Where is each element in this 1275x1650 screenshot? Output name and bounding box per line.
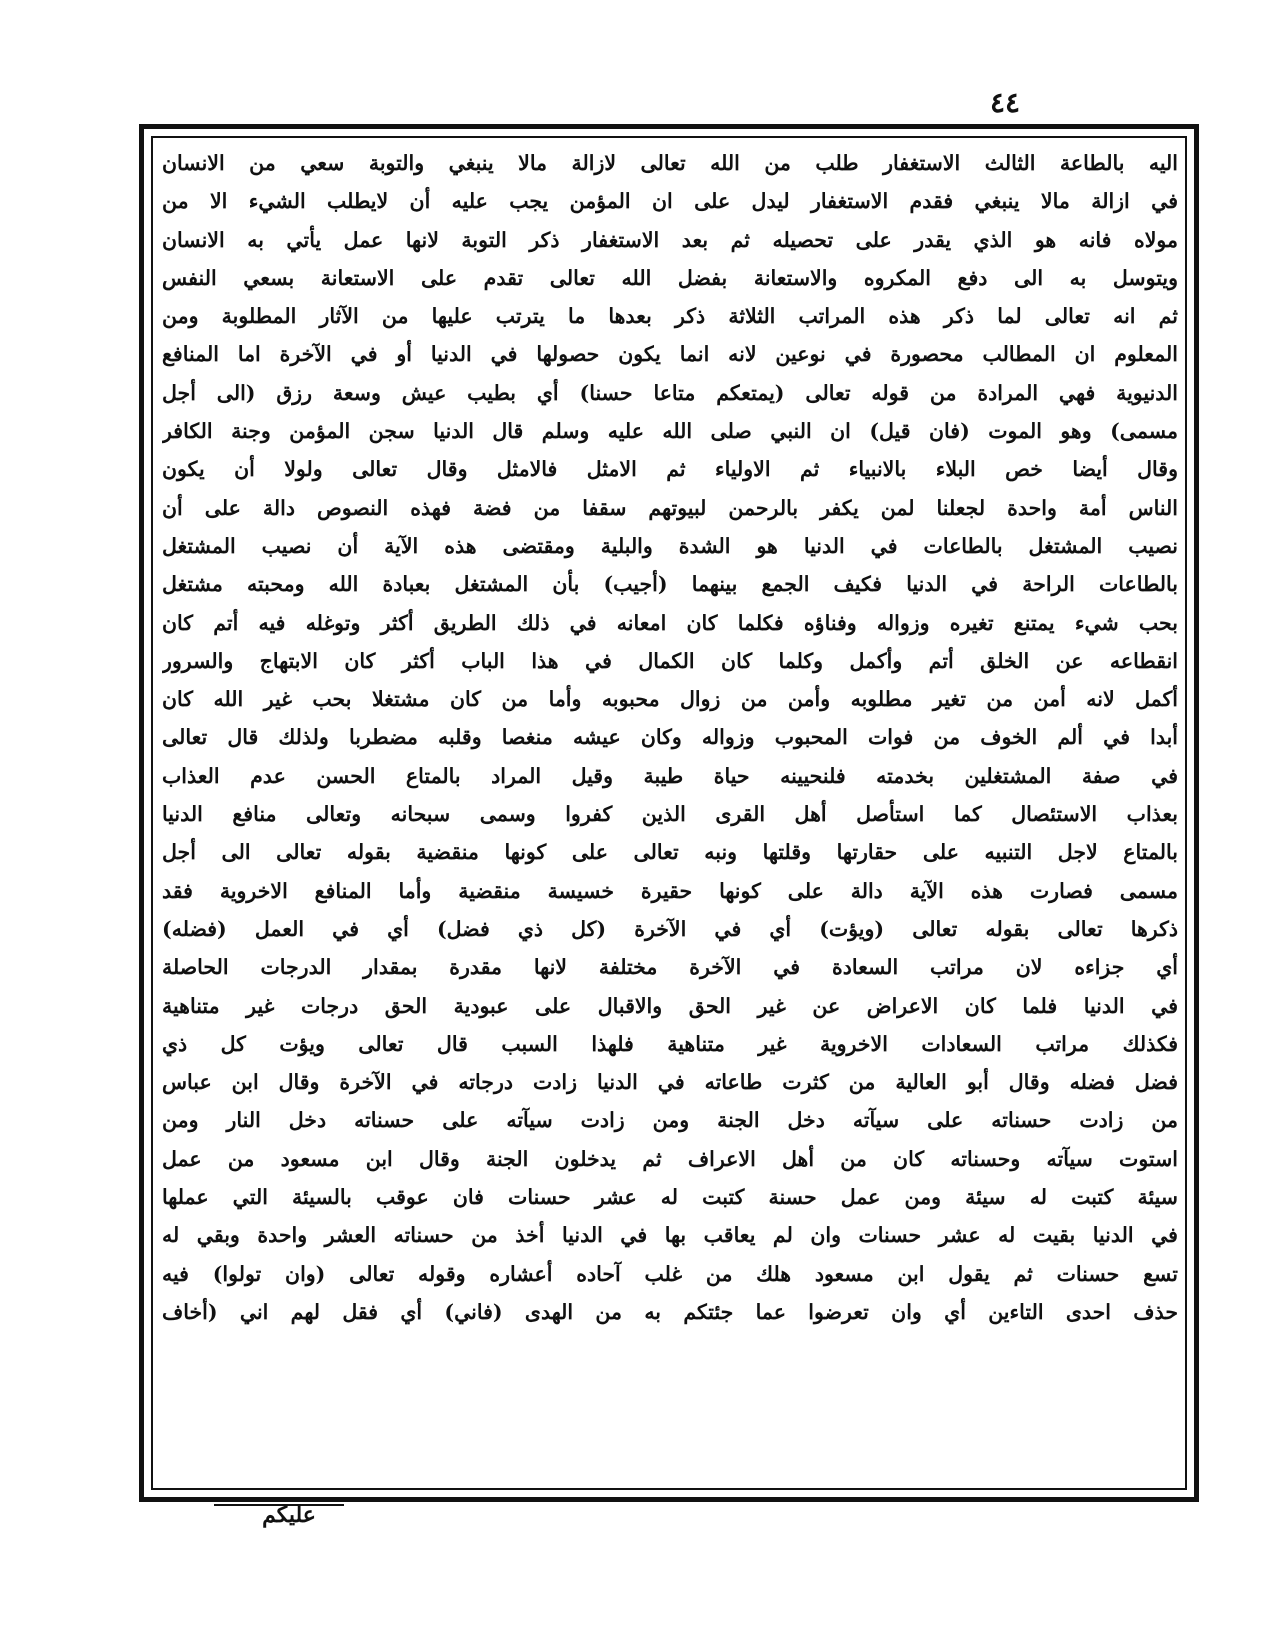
text-line: ويتوسل به الى دفع المكروه والاستعانة بفضل الله تعالى تقدم على الاستعانة بسعي النفس	[162, 265, 1178, 290]
text-line: بالمتاع لاجل التنبيه على حقارتها وقلتها ونبه تعالى على كونها منقضية بقوله تعالى الى أجل	[162, 840, 1178, 865]
text-line: اليه بالطاعة الثالث الاستغفار طلب من الله تعالى لازالة مالا ينبغي والتوبة سعي من الانسان	[162, 151, 1178, 175]
page-number: ٤٤	[989, 86, 1021, 119]
text-line: حذف احدى التاءين أي وان تعرضوا عما جئتكم به من الهدى (فاني) أي فقل لهم اني (أخاف	[162, 1299, 1178, 1324]
text-line: بحب شيء يمتنع تغيره وزواله وفناؤه فكلما كان امعانه في ذلك الطريق أكثر وتوغله فيه أتم كان	[162, 610, 1178, 635]
text-line: في الدنيا فلما كان الاعراض عن غير الحق والاقبال على عبودية الحق درجات غير متناهية	[162, 993, 1178, 1018]
text-line: مسمى فصارت هذه الآية دالة على كونها حقيرة خسيسة منقضية وأما المنافع الاخروية فقد	[162, 878, 1178, 903]
catchword: عليكم	[262, 1502, 316, 1528]
text-line: فضل فضله وقال أبو العالية من كثرت طاعاته في الدنيا زادت درجاته في الآخرة وقال ابن عباس	[162, 1070, 1178, 1095]
text-line: الدنيوية فهي المرادة من قوله تعالى (يمتعكم متاعا حسنا) أي بطيب عيش وسعة رزق (الى أجل	[162, 380, 1178, 405]
text-line: أبدا في ألم الخوف من فوات المحبوب وزواله وكان عيشه منغصا وقلبه مضطربا ولذلك قال تعالى	[162, 725, 1178, 750]
text-line: بعذاب الاستئصال كما استأصل أهل القرى الذين كفروا وسمى سبحانه وتعالى منافع الدنيا	[162, 802, 1178, 827]
text-line: فكذلك مراتب السعادات الاخروية غير متناهية فلهذا السبب قال تعالى ويؤت كل ذي	[162, 1031, 1178, 1056]
text-line: في صفة المشتغلين بخدمته فلنحيينه حياة طيبة وقيل المراد بالمتاع الحسن عدم العذاب	[162, 763, 1178, 788]
text-line: ثم انه تعالى لما ذكر هذه المراتب الثلاثة ذكر بعدها ما يترتب عليها من الآثار المطلوبة ومن	[162, 304, 1178, 329]
main-text-block	[162, 144, 1178, 1484]
text-line: أي جزاءه لان مراتب السعادة في الآخرة مختلفة لانها مقدرة بمقدار الدرجات الحاصلة	[162, 955, 1178, 980]
text-line: ذكرها تعالى بقوله تعالى (ويؤت) أي في الآخرة (كل ذي فضل) أي في العمل (فضله)	[162, 916, 1178, 941]
text-line: انقطاعه عن الخلق أتم وأكمل وكلما كان الكمال في هذا الباب أكثر كان الابتهاج والسرور	[162, 648, 1178, 673]
text-line: من زادت حسناته على سيآته دخل الجنة ومن زادت سيآته على حسناته دخل النار ومن	[162, 1108, 1178, 1133]
text-line: سيئة كتبت له سيئة ومن عمل حسنة كتبت له عشر حسنات فان عوقب بالسيئة التي عملها	[162, 1185, 1178, 1210]
text-line: تسع حسنات ثم يقول ابن مسعود هلك من غلب آحاده أعشاره وقوله تعالى (وان تولوا) فيه	[162, 1261, 1178, 1286]
text-line: الناس أمة واحدة لجعلنا لمن يكفر بالرحمن لبيوتهم سقفا من فضة فهذه النصوص دالة على أن	[162, 495, 1178, 520]
text-line: بالطاعات الراحة في الدنيا فكيف الجمع بينهما (أجيب) بأن المشتغل بعبادة الله ومحبته مشتغل	[162, 572, 1178, 597]
text-line: نصيب المشتغل بالطاعات في الدنيا هو الشدة والبلية ومقتضى هذه الآية أن نصيب المشتغل	[162, 533, 1178, 558]
text-line: في ازالة مالا ينبغي فقدم الاستغفار ليدل على ان المؤمن يجب عليه أن لايطلب الشيء الا من	[162, 189, 1178, 214]
text-line: مسمى) وهو الموت (فان قيل) ان النبي صلى الله عليه وسلم قال الدنيا سجن المؤمن وجنة الكافر	[162, 419, 1178, 444]
text-line: في الدنيا بقيت له عشر حسنات وان لم يعاقب بها في الدنيا أخذ من حسناته العشر واحدة وبقي له	[162, 1223, 1178, 1248]
text-line: وقال أيضا خص البلاء بالانبياء ثم الاولياء ثم الامثل فالامثل وقال تعالى ولولا أن يكون	[162, 457, 1178, 482]
text-line: أكمل لانه أمن من تغير مطلوبه وأمن من زوال محبوبه وأما من كان مشتغلا بحب غير الله كان	[162, 687, 1178, 712]
text-line: مولاه فانه هو الذي يقدر على تحصيله ثم بعد الاستغفار ذكر التوبة لانها عمل يأتي به الانسان	[162, 227, 1178, 252]
text-line: استوت سيآته وحسناته كان من أهل الاعراف ثم يدخلون الجنة وقال ابن مسعود من عمل	[162, 1146, 1178, 1171]
text-line: المعلوم ان المطالب محصورة في نوعين لانه انما يكون حصولها في الدنيا أو في الآخرة اما المنافع	[162, 342, 1178, 367]
